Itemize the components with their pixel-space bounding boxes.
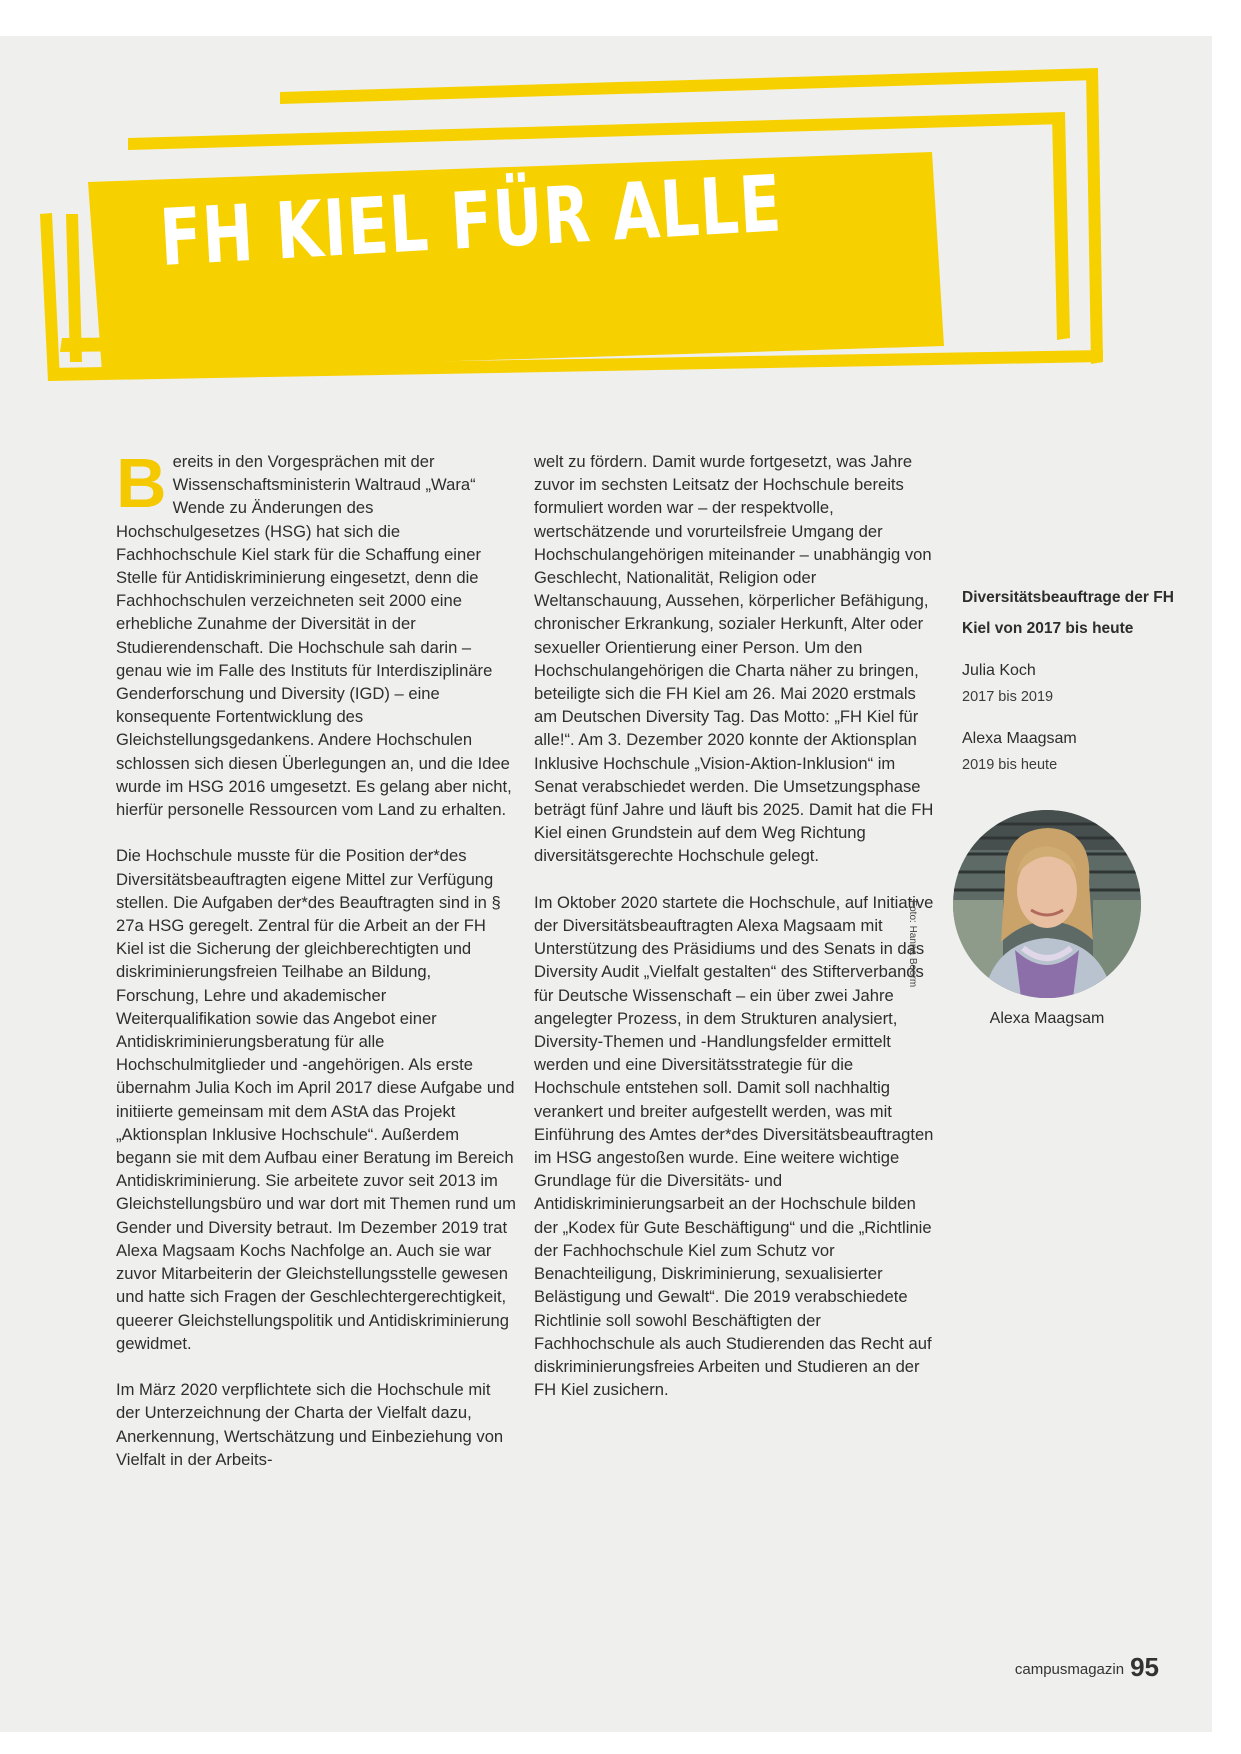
article-paragraph [116, 444, 516, 821]
drop-cap: B [116, 444, 167, 522]
photo-credit: Foto: Hanna Boerm [907, 900, 918, 988]
article-paragraph: Die Hochschule musste für die Position der*des Diversitätsbeauftragten eigene Mittel zur Verfügung stellen. Die Aufgaben der*des Beauftragten sind in § 27a HSG geregelt. Zentral für die Arbeit an der FH Kiel ist die Sicherung der gleichberechtigten und diskriminierungsfreien Teilhabe an Bildung, Forschung, Lehre und akademischer Weiterqualifikation sowie das Angebot einer Antidiskriminierungsberatung für alle Hochschulmitglieder und -angehörigen. Als erste übernahm Julia Koch im April 2017 diese Aufgabe und initiierte gemeinsam mit dem AStA das Projekt „Aktionsplan Inklusive Hochschule“. Außerdem begann sie mit dem Aufbau einer Beratung im Bereich Antidiskriminierung. Sie arbeitete zuvor seit 2013 im Gleichstellungsbüro und war dort mit Themen rund um Gender und Diversity betraut. Im Dezember 2019 trat Alexa Magsaam Kochs Nachfolge an. Auch sie war zuvor Mitarbeiterin der Gleichstellungsstelle gewesen und hatte sich Fragen der Geschlechtergerechtigkeit, queerer Gleichstellungspolitik und Antidiskriminierung gewidmet. [116, 846, 516, 1353]
sidebar-person-years: 2019 bis heute [962, 757, 1058, 773]
sidebar-title: Diversitätsbeauftrage der FH Kiel von 2017 bis heute [962, 589, 1174, 637]
sidebar-person-years: 2017 bis 2019 [962, 689, 1054, 705]
sidebar-person-name: Alexa Maagsam [962, 730, 1077, 747]
sidebar-person-name: Julia Koch [962, 662, 1036, 679]
article-column-right [534, 450, 934, 1425]
page-number: 95 [1130, 1652, 1159, 1682]
photo-caption: Alexa Maagsam [989, 1010, 1105, 1027]
magazine-name: campusmagazin [1014, 1661, 1125, 1678]
article-column-left [116, 444, 516, 1494]
sidebar-box [962, 582, 1192, 796]
article-paragraph: Im Oktober 2020 startete die Hochschule, auf Initiative der Diversitätsbeauftragten Alexa Magsaam mit Unterstützung des Präsidiums und des Senats in das Diversity Audit „Vielfalt gestalten“ des Stifterverbands für Deutsche Wissenschaft – ein über zwei Jahre angelegter Prozess, in dem Strukturen analysiert, Diversity-Themen und -Handlungsfelder ermittelt werden und eine Diversitätsstrategie für die Hochschule entstehen soll. Damit soll nachhaltig verankert und breiter aufgestellt werden, was mit Einführung des Amtes der*des Diversitätsbeauftragten im HSG angestoßen wurde. Eine weitere wichtige Grundlage für die Diversitäts- und Antidiskriminierungsarbeit an der Hochschule bilden der „Kodex für Gute Beschäftigung“ und die „Richtlinie der Fachhochschule Kiel zum Schutz vor Benachteiligung, Diskriminierung, sexualisierter Belästigung und Gewalt“. Die 2019 verabschiedete Richtlinie soll sowohl Beschäftigten der Fachhochschule als auch Studierenden das Recht auf diskriminierungsfreies Arbeiten und Studieren an der FH Kiel zusichern. [534, 892, 934, 1400]
article-paragraph: welt zu fördern. Damit wurde fortgesetzt, was Jahre zuvor im sechsten Leitsatz der Hochschule bereits formuliert worden war – der respektvolle, wertschätzende und vorurteilsfreie Umgang der Hochschulangehörigen miteinander – unabhängig von Geschlecht, Nationalität, Religion oder Weltanschauung, Aussehen, körperlicher Befähigung, chronischer Erkrankung, sozialer Herkunft, Alter oder sexueller Orientierung einer Person. Um den Hochschulangehörigen die Charta näher zu bringen, beteiligte sich die FH Kiel am 26. Mai 2020 erstmals am Deutschen Diversity Tag. Das Motto: „FH Kiel für alle!“. Am 3. Dezember 2020 konnte der Aktionsplan Inklusive Hochschule „Vision-Aktion-Inklusion“ im Senat verabschiedet werden. Die Umsetzungsphase beträgt fünf Jahre und läuft bis 2025. Damit hat die FH Kiel einen Grundstein auf dem Weg Richtung diversitätsgerechte Hochschule gelegt. [534, 452, 934, 866]
page-title: FH KIEL FÜR ALLE [157, 159, 785, 284]
article-paragraph: Im März 2020 verpflichtete sich die Hochschule mit der Unterzeichnung der Charta der Vielfalt dazu, Anerkennung, Wertschätzung und Einbeziehung von Vielfalt in der Arbeits- [116, 1380, 504, 1469]
paragraph-text: ereits in den Vorgesprächen mit der Wissenschaftsministerin Waltraud „Wara“ Wende zu Änderungen des Hochschulgesetzes (HSG) hat sich die Fachhochschule Kiel stark für die Schaffung einer Stelle für Antidiskriminierung eingesetzt, denn die Fachhochschulen verzeichneten seit 2000 eine erhebliche Zunahme der Diversität in der Studierendenschaft. Die Hochschule sah darin – genau wie im Falle des Instituts für Interdisziplinäre Genderforschung und Diversity (IGD) – eine konsequente Fortentwicklung des Gleichstellungsgedankens. Andere Hochschulen schlossen sich diesen Überlegungen an, und die Idee wurde im HSG 2016 umgesetzt. Es gelang aber nicht, hierfür personelle Ressourcen vom Land zu erhalten. [116, 452, 512, 820]
portrait-photo [953, 810, 1141, 998]
page-footer [1015, 1652, 1159, 1683]
title-banner [0, 0, 1241, 420]
